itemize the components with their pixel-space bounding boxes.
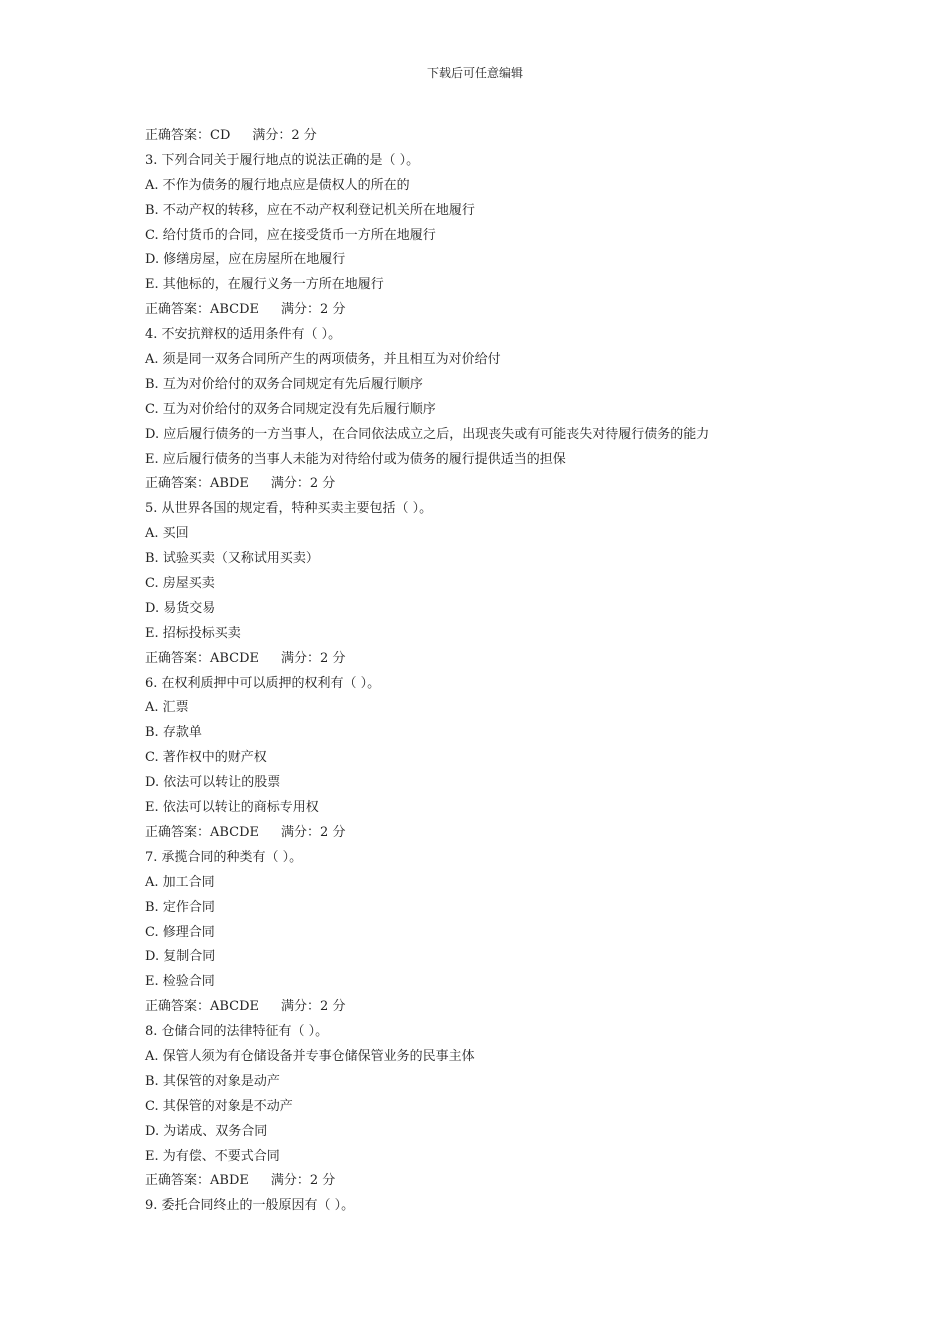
question-title: 3. 下列合同关于履行地点的说法正确的是（ ）。 <box>145 152 420 168</box>
score: 满分：2 分 <box>281 824 346 840</box>
option-item: C. 著作权中的财产权 <box>145 750 267 766</box>
score: 满分：2 分 <box>281 302 346 318</box>
option-item: C. 修理合同 <box>145 924 215 940</box>
option-item: D. 为诺成、双务合同 <box>145 1123 268 1139</box>
option-item: A. 汇票 <box>145 700 189 716</box>
option-item: E. 其他标的，在履行义务一方所在地履行 <box>145 277 384 293</box>
option-item: C. 互为对价给付的双务合同规定没有先后履行顺序 <box>145 401 436 417</box>
answer-line <box>145 821 905 846</box>
correct-answer: 正确答案：ABCDE <box>145 650 260 666</box>
option-item: E. 应后履行债务的当事人未能为对待给付或为债务的履行提供适当的担保 <box>145 451 566 467</box>
answer-line <box>145 472 905 497</box>
answer-line <box>145 647 905 672</box>
correct-answer: 正确答案：ABCDE <box>145 999 260 1015</box>
question-title: 6. 在权利质押中可以质押的权利有（ ）。 <box>145 675 381 691</box>
option-item: D. 应后履行债务的一方当事人，在合同依法成立之后，出现丧失或有可能丧失对待履行债务的能力 <box>145 426 710 442</box>
correct-answer: 正确答案：ABCDE <box>145 824 260 840</box>
option-item: C. 其保管的对象是不动产 <box>145 1098 293 1114</box>
option-item: E. 检验合同 <box>145 974 215 990</box>
answer-line <box>145 298 905 323</box>
option-item: B. 定作合同 <box>145 899 215 915</box>
score: 满分：2 分 <box>281 999 346 1015</box>
answer-line <box>145 995 905 1020</box>
question-title: 4. 不安抗辩权的适用条件有（ ）。 <box>145 327 342 343</box>
option-item: A. 加工合同 <box>145 874 215 890</box>
option-item: E. 招标投标买卖 <box>145 625 241 641</box>
option-item: C. 房屋买卖 <box>145 576 215 592</box>
correct-answer: 正确答案：ABDE <box>145 1173 249 1189</box>
option-item: E. 为有偿、不要式合同 <box>145 1148 280 1164</box>
option-item: A. 须是同一双务合同所产生的两项债务，并且相互为对价给付 <box>145 352 501 368</box>
score: 满分：2 分 <box>281 650 346 666</box>
question-title: 8. 仓储合同的法律特征有（ ）。 <box>145 1024 329 1040</box>
correct-answer: 正确答案：ABCDE <box>145 302 260 318</box>
correct-answer: 正确答案：ABDE <box>145 476 249 492</box>
option-item: E. 依法可以转让的商标专用权 <box>145 800 319 816</box>
question-title: 7. 承揽合同的种类有（ ）。 <box>145 849 303 865</box>
option-item: B. 互为对价给付的双务合同规定有先后履行顺序 <box>145 376 423 392</box>
question-title: 5. 从世界各国的规定看，特种买卖主要包括（ ）。 <box>145 501 433 517</box>
page-header: 下载后可任意编辑 <box>426 66 523 80</box>
answer-line <box>145 1169 905 1194</box>
score: 满分：2 分 <box>270 1173 336 1189</box>
option-item: B. 不动产权的转移，应在不动产权利登记机关所在地履行 <box>145 202 475 218</box>
option-item: B. 试验买卖（又称试用买卖） <box>145 551 319 567</box>
document-body <box>145 124 905 1219</box>
option-item: C. 给付货币的合同，应在接受货币一方所在地履行 <box>145 227 436 243</box>
answer-line <box>145 124 905 149</box>
score: 满分：2 分 <box>252 128 317 143</box>
option-item: D. 易货交易 <box>145 600 216 616</box>
question-title: 9. 委托合同终止的一般原因有（ ）。 <box>145 1198 355 1214</box>
option-item: D. 修缮房屋，应在房屋所在地履行 <box>145 252 346 268</box>
score: 满分：2 分 <box>270 476 336 492</box>
correct-answer: 正确答案：CD <box>145 128 231 143</box>
option-item: D. 复制合同 <box>145 949 216 965</box>
option-item: B. 其保管的对象是动产 <box>145 1073 280 1089</box>
option-item: A. 买回 <box>145 526 189 542</box>
option-item: A. 保管人须为有仓储设备并专事仓储保管业务的民事主体 <box>145 1048 475 1064</box>
option-item: D. 依法可以转让的股票 <box>145 775 281 791</box>
option-item: A. 不作为债务的履行地点应是债权人的所在的 <box>145 177 410 193</box>
option-item: B. 存款单 <box>145 725 202 741</box>
